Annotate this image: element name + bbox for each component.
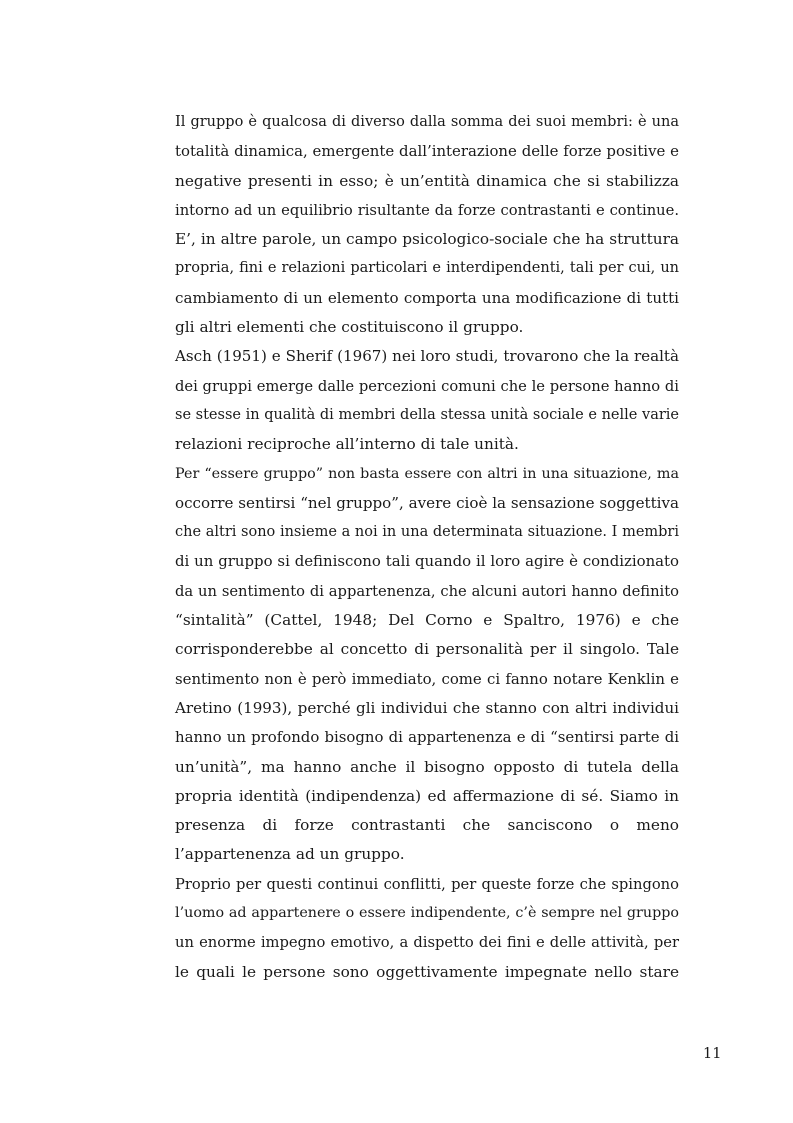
text-line: Aretino (1993), perché gli individui che stanno con altri individui — [175, 698, 679, 717]
text-line: che altri sono insieme a noi in una determinata situazione. I membri — [175, 524, 679, 541]
text-line: occorre sentirsi “nel gruppo”, avere cioè la sensazione soggettiva — [175, 493, 679, 512]
text-line: propria, fini e relazioni particolari e interdipendenti, tali per cui, un — [175, 260, 679, 277]
document-body — [175, 108, 679, 987]
text-line: totalità dinamica, emergente dall’interazione delle forze positive e — [175, 142, 679, 161]
paragraph-4 — [175, 870, 679, 987]
text-line: sentimento non è però immediato, come ci fanno notare Kenklin e — [175, 669, 679, 688]
paragraph-2 — [175, 342, 679, 459]
text-line: le quali le persone sono oggettivamente impegnate nello stare — [175, 962, 679, 981]
text-line: negative presenti in esso; è un’entità dinamica che si stabilizza — [175, 171, 679, 190]
text-line: propria identità (indipendenza) ed affermazione di sé. Siamo in — [175, 786, 679, 805]
text-line: Il gruppo è qualcosa di diverso dalla somma dei suoi membri: è una — [175, 114, 679, 130]
text-line: Asch (1951) e Sherif (1967) nei loro studi, trovarono che la realtà — [175, 347, 679, 366]
text-line: di un gruppo si definiscono tali quando il loro agire è condizionato — [175, 552, 679, 571]
text-line: gli altri elementi che costituiscono il gruppo. — [175, 318, 524, 337]
paragraph-3 — [175, 460, 679, 870]
text-line: se stesse in qualità di membri della stessa unità sociale e nelle varie — [175, 406, 679, 423]
text-line: un’unità”, ma hanno anche il bisogno opposto di tutela della — [175, 757, 679, 776]
text-line: “sintalità” (Cattel, 1948; Del Corno e Spaltro, 1976) e che — [175, 611, 679, 630]
text-line: cambiamento di un elemento comporta una modificazione di tutti — [175, 288, 679, 307]
text-line: Proprio per questi continui conflitti, per queste forze che spingono — [175, 875, 679, 893]
text-line: l’uomo ad appartenere o essere indipendente, c’è sempre nel gruppo — [175, 905, 679, 922]
text-line: un enorme impegno emotivo, a dispetto dei fini e delle attività, per — [175, 934, 679, 952]
text-line: Per “essere gruppo” non basta essere con altri in una situazione, ma — [175, 465, 679, 482]
text-line: E’, in altre parole, un campo psicologico-sociale che ha struttura — [175, 230, 679, 249]
page-number: 11 — [703, 1046, 722, 1062]
text-line: l’appartenenza ad un gruppo. — [175, 845, 405, 864]
text-line: intorno ad un equilibrio risultante da forze contrastanti e continue. — [175, 201, 679, 219]
text-line: presenza di forze contrastanti che sanciscono o meno — [175, 816, 679, 835]
text-line: dei gruppi emerge dalle percezioni comuni che le persone hanno di — [175, 377, 679, 395]
text-line: corrisponderebbe al concetto di personalità per il singolo. Tale — [175, 640, 679, 659]
paragraph-1 — [175, 108, 679, 342]
text-line: relazioni reciproche all’interno di tale unità. — [175, 435, 519, 454]
text-line: da un sentimento di appartenenza, che alcuni autori hanno definito — [175, 582, 679, 600]
text-line: hanno un profondo bisogno di appartenenza e di “sentirsi parte di — [175, 728, 679, 747]
